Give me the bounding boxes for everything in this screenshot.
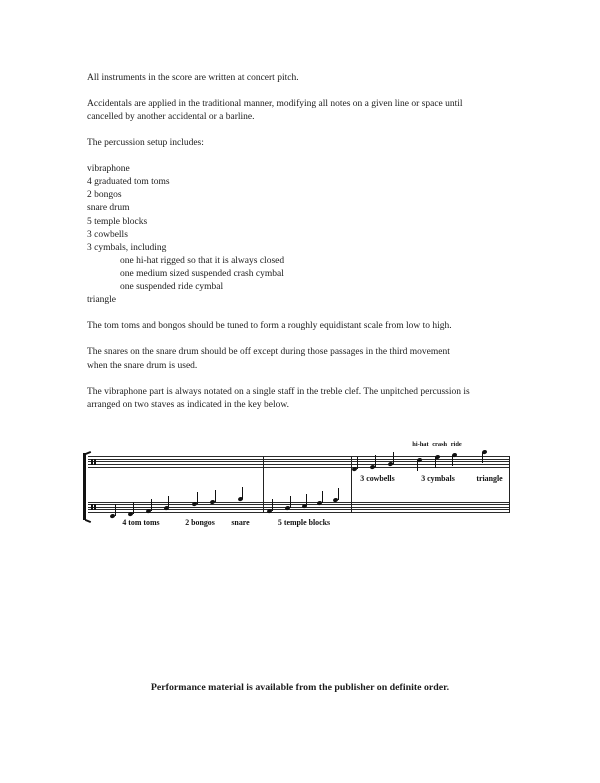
lower-staff-line: [88, 509, 510, 510]
stem-hi-hat-cymbal: [417, 460, 418, 471]
instrument-label: 3 cymbals: [421, 473, 455, 483]
barline-2: [351, 456, 352, 513]
stem-bongo-1: [197, 492, 198, 504]
body-line: cancelled by another accidental or a barline.: [87, 111, 255, 122]
bracket-hook-bottom: [84, 519, 90, 523]
upper-staff-line: [88, 467, 510, 468]
note-temple-block-1: [267, 508, 273, 513]
stem-triangle-note: [482, 452, 483, 463]
instrument-label: 4 tom toms: [122, 517, 160, 527]
instrument-label: 3 cowbells: [360, 473, 395, 483]
stem-crash-cymbal: [435, 457, 436, 468]
note-crash-cymbal: [434, 455, 440, 460]
note-cowbell-2: [370, 464, 376, 469]
upper-percussion-clef-bar2: [94, 459, 96, 465]
stem-ride-cymbal: [452, 455, 453, 466]
stem-tom-tom-3: [151, 499, 152, 511]
stem-cowbell-1: [357, 457, 358, 469]
note-ride-cymbal: [452, 452, 458, 457]
body-line: [87, 124, 532, 137]
body-line: 5 temple blocks: [87, 216, 148, 227]
note-tom-tom-1: [110, 514, 116, 519]
system-bracket: [83, 453, 86, 520]
instrument-label: triangle: [476, 473, 503, 483]
note-temple-block-2: [285, 506, 291, 511]
note-tom-tom-4: [163, 506, 169, 511]
body-line: [87, 373, 532, 386]
body-line: [87, 333, 532, 346]
body-line: 3 cowbells: [87, 229, 128, 240]
body-line: The tom toms and bongos should be tuned to form a roughly equidistant scale from low to high.: [87, 321, 452, 332]
note-cowbell-3: [388, 461, 394, 466]
note-tom-tom-3: [146, 508, 152, 513]
stem-tom-tom-2: [133, 502, 134, 514]
body-line: [87, 85, 532, 98]
stem-tom-tom-1: [115, 504, 116, 516]
body-line: All instruments in the score are written at concert pitch.: [87, 72, 299, 83]
note-hi-hat-cymbal: [417, 457, 423, 462]
stem-cowbell-3: [393, 452, 394, 464]
stem-snare: [242, 487, 243, 499]
body-line: [87, 150, 532, 163]
note-bongo-2: [210, 499, 216, 504]
instrument-label: snare: [231, 517, 250, 527]
instrument-label: 2 bongos: [185, 517, 215, 527]
bracket-hook-top: [84, 451, 90, 455]
body-line: The vibraphone part is always notated on a single staff in the treble clef. The unpitched percussion is: [87, 386, 470, 397]
note-tom-tom-2: [128, 511, 134, 516]
barline-3: [509, 456, 510, 513]
upper-percussion-clef-bar1: [91, 459, 93, 465]
instrument-label: hi-hat crash ride: [412, 440, 462, 448]
stem-temple-block-3: [306, 494, 307, 506]
upper-staff-line: [88, 456, 510, 457]
stem-bongo-2: [215, 490, 216, 502]
body-line: triangle: [87, 295, 117, 306]
note-snare: [237, 496, 243, 501]
stem-temple-block-2: [290, 496, 291, 508]
note-bongo-1: [192, 502, 198, 507]
body-line: one suspended ride cymbal: [120, 282, 224, 292]
lower-staff-line: [88, 502, 510, 503]
body-line: 3 cymbals, including: [87, 242, 167, 253]
lower-staff-line: [88, 504, 510, 505]
performance-notes-text: [87, 72, 532, 412]
body-line: Accidentals are applied in the traditional manner, modifying all notes on a given line or space until: [87, 98, 463, 109]
body-line: vibraphone: [87, 164, 130, 175]
body-line: snare drum: [87, 203, 130, 214]
body-line: The percussion setup includes:: [87, 137, 204, 148]
stem-temple-block-4: [322, 491, 323, 503]
body-line: one hi-hat rigged so that it is always closed: [120, 255, 285, 266]
upper-staff-line: [88, 464, 510, 465]
stem-temple-block-5: [338, 488, 339, 500]
stem-cowbell-2: [375, 455, 376, 467]
note-triangle-note: [482, 450, 488, 455]
body-line: 4 graduated tom toms: [87, 177, 170, 188]
lower-staff-line: [88, 512, 510, 513]
publisher-note: Performance material is available from the publisher on definite order.: [150, 682, 450, 693]
body-line: [87, 307, 532, 320]
note-temple-block-5: [333, 498, 339, 503]
body-line: 2 bongos: [87, 190, 122, 201]
note-temple-block-4: [317, 500, 323, 505]
body-line: one medium sized suspended crash cymbal: [120, 268, 284, 279]
upper-staff-line: [88, 461, 510, 462]
instrument-label: 5 temple blocks: [277, 517, 331, 527]
stem-temple-block-1: [272, 499, 273, 511]
note-cowbell-1: [352, 467, 358, 472]
lower-staff-line: [88, 507, 510, 508]
body-line: arranged on two staves as indicated in the key below.: [87, 399, 289, 410]
note-temple-block-3: [301, 503, 307, 508]
body-line: when the snare drum is used.: [87, 360, 198, 371]
barline-1: [263, 456, 264, 513]
body-line: The snares on the snare drum should be off except during those passages in the third movement: [87, 347, 450, 358]
upper-staff-line: [88, 459, 510, 460]
lower-percussion-clef-bar2: [94, 504, 96, 510]
stem-tom-tom-4: [168, 496, 169, 508]
lower-percussion-clef-bar1: [91, 504, 93, 510]
